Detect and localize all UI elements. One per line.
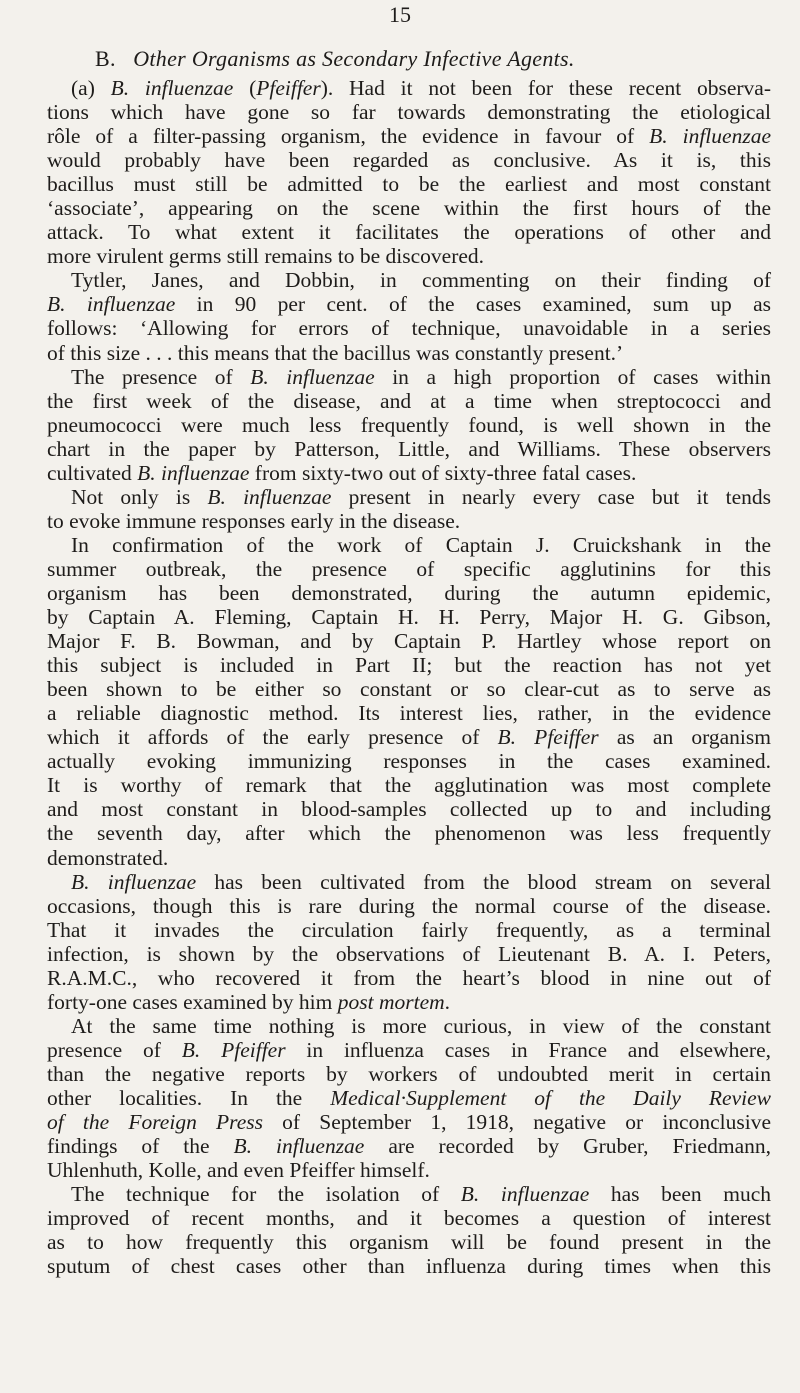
text-run: Not only is [71, 484, 208, 509]
italic-text: Pfeiffer [256, 76, 321, 100]
text-run: . [444, 989, 451, 1014]
text-run: actually evoking immunizing responses in the cases examined. [47, 749, 771, 774]
text-line [47, 461, 771, 485]
text-run: cultivated [47, 460, 138, 485]
text-run: Major F. B. Bowman, and by Captain P. Hartley whose report on [47, 629, 771, 654]
text-line [47, 389, 771, 413]
section-title: Other Organisms as Secondary Infective Agents. [133, 46, 575, 71]
text-run: has been cultivated from the blood stream on several [196, 869, 771, 894]
text-run: are recorded by Gruber, Friedmann, [364, 1134, 771, 1159]
text-run: of this size . . . this means that the bacillus was constantly present.’ [47, 340, 624, 365]
text-run: by Captain A. Fleming, Captain H. H. Perry, Major H. G. Gibson, [47, 605, 771, 630]
italic-text: B. influenzae [137, 460, 250, 485]
text-run: as an organism [598, 725, 771, 750]
text-line [47, 1086, 771, 1110]
text-line [47, 172, 771, 196]
text-run: That it invades the circulation fairly frequently, as a terminal [47, 917, 771, 942]
text-line [47, 846, 771, 870]
italic-text: of the Foreign Press [47, 1110, 263, 1135]
text-run: this subject is included in Part II; but the reaction has not yet [47, 653, 771, 678]
italic-text: B. influenzae [110, 76, 234, 100]
text-run: tions which have gone so far towards demonstrating the etiological [47, 100, 771, 125]
text-line [47, 990, 771, 1014]
italic-text: B. influenzae [460, 1182, 590, 1207]
section-heading [95, 46, 575, 72]
text-run: in 90 per cent. of the cases examined, sum up as [175, 292, 771, 317]
text-line [47, 918, 771, 942]
section-label: B. [95, 46, 116, 71]
text-run: forty-one cases examined by him [47, 989, 338, 1014]
text-run: bacillus must still be admitted to be the earliest and most constant [47, 172, 771, 197]
text-run: from sixty-two out of sixty-three fatal cases. [249, 460, 637, 485]
text-run: pneumococci were much less frequently found, is well shown in the [47, 412, 771, 437]
paragraph [47, 1182, 771, 1278]
text-run: present in nearly every case but it tends [331, 484, 771, 509]
text-run: as to how frequently this organism will be found present in the [47, 1230, 771, 1255]
text-line [47, 870, 771, 894]
text-line [47, 1158, 771, 1182]
text-run: chart in the paper by Patterson, Little, and Williams. These observers [47, 436, 771, 461]
text-line [47, 1206, 771, 1230]
text-line [47, 1062, 771, 1086]
text-run: other localities. In the [47, 1085, 331, 1110]
text-line [47, 653, 771, 677]
text-line [47, 196, 771, 220]
text-line [47, 629, 771, 653]
text-line [47, 773, 771, 797]
text-line [47, 437, 771, 461]
text-line [47, 797, 771, 821]
text-run: At the same time nothing is more curious, in view of the constant [71, 1013, 771, 1038]
text-run: would probably have been regarded as conclusive. As it is, this [47, 148, 771, 173]
text-run: demonstrated. [47, 845, 169, 870]
text-run: a reliable diagnostic method. Its interest lies, rather, in the evidence [47, 701, 771, 726]
paragraph [47, 268, 771, 364]
page-number: 15 [389, 2, 411, 27]
text-line [47, 533, 771, 557]
text-line [47, 581, 771, 605]
text-run: to evoke immune responses early in the disease. [47, 508, 461, 533]
text-run: sputum of chest cases other than influenza during times when this [47, 1254, 771, 1279]
text-line [47, 1254, 771, 1278]
text-run: findings of the [47, 1134, 234, 1159]
italic-text: Medical·Supplement of the Daily Review [330, 1085, 771, 1110]
text-line [47, 749, 771, 773]
paragraph [47, 485, 771, 533]
text-line [47, 220, 771, 244]
text-run: The presence of [71, 364, 251, 389]
text-run: the seventh day, after which the phenomenon was less frequently [47, 821, 771, 846]
text-line [47, 365, 771, 389]
text-run: improved of recent months, and it becomes a question of interest [47, 1206, 771, 1231]
text-run: R.A.M.C., who recovered it from the heart’s blood in nine out of [47, 965, 771, 990]
text-line [47, 124, 771, 148]
text-run: more virulent germs still remains to be discovered. [47, 244, 485, 269]
text-line [47, 605, 771, 629]
text-run: follows: ‘Allowing for errors of technique, unavoidable in a series [47, 316, 771, 341]
text-run: presence of [47, 1037, 182, 1062]
paragraph [47, 365, 771, 485]
text-line [47, 894, 771, 918]
text-line [47, 1230, 771, 1254]
text-run: in a high proportion of cases within [374, 364, 771, 389]
text-run: which it affords of the early presence of [47, 725, 498, 750]
text-run: than the negative reports by workers of undoubted merit in certain [47, 1061, 771, 1086]
text-run: Uhlenhuth, Kolle, and even Pfeiffer himself. [47, 1158, 430, 1183]
text-line [47, 942, 771, 966]
text-run: (a) [71, 76, 111, 100]
text-line [47, 413, 771, 437]
text-line [47, 966, 771, 990]
text-run: been shown to be either so constant or so clear-cut as to serve as [47, 677, 771, 702]
paragraph [47, 533, 771, 870]
italic-text: post mortem [337, 989, 445, 1014]
text-run: and most constant in blood-samples collected up to and including [47, 797, 771, 822]
text-line [47, 100, 771, 124]
text-line [47, 76, 771, 100]
text-line [47, 701, 771, 725]
italic-text: B. influenzae [250, 364, 375, 389]
body-text [47, 76, 771, 1278]
text-run: ). Had it not been for these recent observa- [320, 76, 771, 100]
text-line [47, 677, 771, 701]
italic-text: B. influenzae [649, 124, 771, 149]
text-line [47, 821, 771, 845]
text-run: infection, is shown by the observations of Lieutenant B. A. I. Peters, [47, 941, 771, 966]
text-run: ( [233, 76, 257, 100]
text-run: summer outbreak, the presence of specific agglutinins for this [47, 556, 771, 581]
text-run: ‘associate’, appearing on the scene within the first hours of the [47, 196, 771, 221]
text-line [47, 292, 771, 316]
text-run: attack. To what extent it facilitates the operations of other and [47, 220, 771, 245]
text-run: the first week of the disease, and at a time when streptococci and [47, 388, 771, 413]
text-run: of September 1, 1918, negative or inconclusive [262, 1110, 771, 1135]
text-run: The technique for the isolation of [71, 1182, 461, 1207]
text-line [47, 725, 771, 749]
text-line [47, 148, 771, 172]
text-line [47, 1134, 771, 1158]
italic-text: B. influenzae [47, 292, 176, 317]
italic-text: B. Pfeiffer [497, 725, 599, 750]
text-run: In confirmation of the work of Captain J. Cruickshank in the [71, 532, 771, 557]
text-line [47, 1014, 771, 1038]
text-line [47, 485, 771, 509]
text-run: It is worthy of remark that the agglutination was most complete [47, 773, 771, 798]
italic-text: B. Pfeiffer [181, 1037, 286, 1062]
text-run: in influenza cases in France and elsewhere, [285, 1037, 771, 1062]
text-line [47, 268, 771, 292]
text-run: rôle of a filter-passing organism, the evidence in favour of [47, 124, 650, 149]
text-run: occasions, though this is rare during the normal course of the disease. [47, 893, 771, 918]
text-line [47, 316, 771, 340]
italic-text: B. influenzae [207, 484, 332, 509]
paragraph [47, 1014, 771, 1182]
paragraph [47, 76, 771, 268]
text-line [47, 341, 771, 365]
text-line [47, 1110, 771, 1134]
text-run: organism has been demonstrated, during the autumn epidemic, [47, 580, 771, 605]
text-run: has been much [589, 1182, 771, 1207]
text-line [47, 509, 771, 533]
text-line [47, 1182, 771, 1206]
paragraph [47, 870, 771, 1014]
text-line [47, 557, 771, 581]
italic-text: B. influenzae [233, 1134, 365, 1159]
text-line [47, 244, 771, 268]
italic-text: B. influenzae [71, 869, 197, 894]
text-line [47, 1038, 771, 1062]
text-run: Tytler, Janes, and Dobbin, in commenting on their finding of [71, 268, 771, 293]
